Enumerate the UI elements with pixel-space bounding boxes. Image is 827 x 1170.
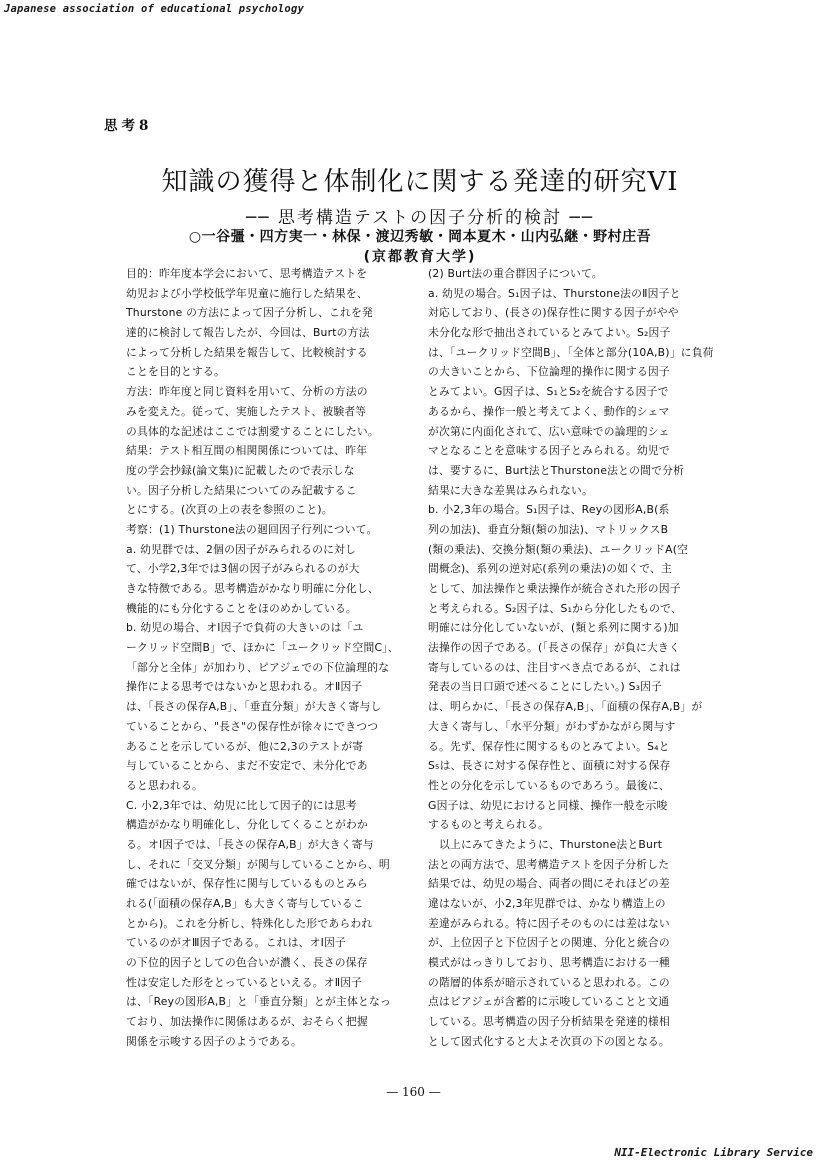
text-line: は、「長さの保存A,B」、「垂直分類」が大きく寄与し xyxy=(126,700,382,714)
text-line: a. 幼児群では、2個の因子がみられるのに対し xyxy=(126,542,357,556)
library-service-footer: NII-Electronic Library Service xyxy=(614,1146,813,1159)
text-line: の具体的な記述はここでは割愛することにしたい。 xyxy=(126,424,379,438)
text-line: 結果に大きな差異はみられない。 xyxy=(428,483,593,497)
text-line: 点はピアジェが含蓄的に示唆していることと文通 xyxy=(428,995,670,1009)
text-line: とにする。(次頁の上の表を参照のこと)。 xyxy=(126,503,333,517)
paper-subtitle: ── 思考構造テストの因子分析的検討 ── xyxy=(245,208,595,228)
text-line: が次第に内面化されて、広い意味での論理的シェ xyxy=(428,424,670,438)
source-header: Japanese association of educational psychology xyxy=(4,3,304,15)
text-line: 与していることから、まだ不安定で、未分化であ xyxy=(126,759,368,773)
text-line: 幼児および小学校低学年児童に施行した結果を、 xyxy=(126,286,368,300)
text-line: 方法：昨年度と同じ資料を用いて、分析の方法の xyxy=(126,385,368,399)
text-line: (類の乗法)、交換分類(類の乗法)、ユークリッドA(空 xyxy=(428,542,689,556)
text-line: 「部分と全体」が加わり、ピアジェでの下位論理的な xyxy=(126,660,390,674)
affiliation: (京都教育大学) xyxy=(363,249,477,265)
text-line: S₅は、長さに対する保存性と、面積に対する保存 xyxy=(428,759,671,773)
right-column xyxy=(428,264,724,1052)
text-line: 結果では、幼児の場合、両者の間にそれほどの差 xyxy=(428,877,670,891)
text-line: みを変えた。従って、実施したテスト、被験者等 xyxy=(126,404,367,418)
text-line: い。因子分析した結果についてのみ記載するこ xyxy=(126,483,357,497)
text-line: る。先ず、保存性に関するものとみてよい。S₄と xyxy=(428,739,670,753)
text-line: 確ではないが、保存性に関与しているものとみら xyxy=(126,877,368,891)
text-line: 機能的にも分化することをほのめかしている。 xyxy=(126,601,357,615)
text-line: 操作による思考ではないかと思われる。オⅡ因子 xyxy=(126,680,363,694)
text-line: 構造がかなり明確化し、分化してくることがわか xyxy=(126,818,368,832)
text-line: C. 小2,3年では、幼児に比して因子的には思考 xyxy=(126,798,357,812)
text-line: b. 小2,3年の場合。S₁因子は、Reyの図形A,B(系 xyxy=(428,503,670,517)
text-line: 差違がみられる。特に因子そのものには差はない xyxy=(428,916,670,930)
text-line: きな特徴である。思考構造がかなり明確に分化し、 xyxy=(126,582,379,595)
text-line: ており、加法操作に関係はあるが、おそらく把握 xyxy=(126,1015,368,1029)
text-line: 大きく寄与し、「水平分類」がわずかながら関与す xyxy=(428,719,676,733)
text-line: 法との両方法で、思考構造テストを因子分析した xyxy=(428,857,670,871)
text-line: 列の加法)、垂直分類(類の加法)、マトリックスB xyxy=(428,522,669,536)
text-line: の下位的因子としての色合いが濃く、長さの保存 xyxy=(126,956,368,970)
text-line: と考えられる。S₂因子は、S₁から分化したもので、 xyxy=(428,601,682,615)
left-column xyxy=(126,264,418,1052)
text-line: し、それに「交叉分類」が関与していることから、明 xyxy=(126,857,390,871)
text-line: によって分析した結果を報告して、比較検討する xyxy=(126,345,368,359)
text-line: 違はないが、小2,3年児群では、かなり構造上の xyxy=(428,897,666,910)
text-line: 考察：(1) Thurstone法の廻回因子行列について。 xyxy=(126,522,378,536)
text-line: ことを目的とする。 xyxy=(126,365,225,379)
text-line: る。オⅠ因子では、「長さの保存A,B」が大きく寄与 xyxy=(126,837,374,851)
text-line: とから)。これを分析し、特殊化した形であらわれ xyxy=(126,916,373,930)
text-line: の階層的体系が暗示されていると思われる。この xyxy=(428,975,670,989)
text-line: 性は安定した形をとっているといえる。オⅡ因子 xyxy=(126,975,363,989)
text-line: 関係を示唆する因子のようである。 xyxy=(126,1034,302,1048)
paper-title: 知識の獲得と体制化に関する発達的研究VI xyxy=(161,167,679,197)
text-line: a. 幼児の場合。S₁因子は、Thurstone法のⅡ因子と xyxy=(428,286,681,300)
text-line: 以上にみてきたように、Thurstone法とBurt xyxy=(428,837,663,851)
author-list: ○一谷彊・四方実一・林保・渡辺秀敏・岡本夏木・山内弘継・野村庄吾 xyxy=(188,229,652,245)
text-line: て、小学2,3年では3個の因子がみられるのが大 xyxy=(126,562,360,576)
text-line: とみてよい。G因子は、S₁とS₂を統合する因子で xyxy=(428,385,669,399)
text-line: が、上位因子と下位因子との関連、分化と統合の xyxy=(428,936,670,950)
text-line: として図式化すると大よそ次頁の下の図となる。 xyxy=(428,1034,670,1048)
text-line: ているのがオⅢ因子である。これは、オⅠ因子 xyxy=(126,936,346,950)
text-line: あるから、操作一般と考えてよく、動作的シェマ xyxy=(428,404,670,418)
text-line: 目的：昨年度本学会において、思考構造テストを xyxy=(126,267,368,280)
text-line: ると思われる。 xyxy=(126,778,203,792)
text-line: 間概念)、系列の逆対応(系列の乗法)の如くで、主 xyxy=(428,562,672,576)
text-line: 明確には分化していないが、(類と系列に関する)加 xyxy=(428,621,679,635)
text-line: G因子は、幼児におけると同様、操作一般を示唆 xyxy=(428,798,668,812)
text-line: b. 幼児の場合、オⅠ因子で負荷の大きいのは「ユ xyxy=(126,621,364,635)
text-line: 模式がはっきりしており、思考構造における一種 xyxy=(428,956,670,970)
text-line: は、「ユークリッド空間B」、「全体と部分(10A,B)」に負荷 xyxy=(428,345,714,359)
text-line: ークリッド空間B」で、ほかに「ユークリッド空間C」、 xyxy=(126,641,399,655)
text-line: 法操作の因子である。(「長さの保存」が負に大きく xyxy=(428,641,680,655)
text-line: として、加法操作と乗法操作が統合された形の因子 xyxy=(428,582,681,595)
text-line: 度の学会抄録(論文集)に記載したので表示しな xyxy=(126,463,355,477)
text-line: マとなることを意味する因子とみられる。幼児で xyxy=(428,444,670,458)
text-line: 対応しており、(長さの)保存性に関する因子がやや xyxy=(428,306,679,320)
text-line: するものと考えられる。 xyxy=(428,818,549,832)
text-line: は、「Reyの図形A,B」と「垂直分類」とが主体となっ xyxy=(126,995,392,1009)
text-line: は、要するに、Burt法とThurstone法との間で分析 xyxy=(428,463,685,477)
text-line: 性との分化を示しているものであろう。最後に、 xyxy=(428,778,670,792)
text-line: 寄与しているのは、注目すべき点であるが、これは xyxy=(428,660,681,674)
text-line: 未分化な形で抽出されているとみてよい。S₂因子 xyxy=(428,326,671,340)
section-label: 思考8 xyxy=(104,118,153,134)
text-line: している。思考構造の因子分析結果を発達的様相 xyxy=(428,1015,670,1029)
text-line: Thurstone の方法によって因子分析し、これを発 xyxy=(126,306,374,320)
text-line: ていることから、"長さ"の保存性が徐々にできつつ xyxy=(126,719,379,733)
text-line: の大きいことから、下位論理的操作に関する因子 xyxy=(428,365,670,379)
text-line: (2) Burt法の重合群因子について。 xyxy=(428,267,603,280)
page-number: — 160 — xyxy=(386,1085,441,1099)
text-line: 達的に検討して報告したが、今回は、Burtの方法 xyxy=(126,326,370,340)
text-line: あることを示しているが、他に2,3のテストが寄 xyxy=(126,739,364,753)
text-line: 発表の当日口頭で述べることにしたい。) S₃因子 xyxy=(428,680,663,694)
text-line: は、明らかに、「長さの保存A,B」、「面積の保存A,B」が xyxy=(428,700,703,714)
text-line: れる(「面積の保存A,B」も大きく寄与しているこ xyxy=(126,897,364,910)
text-line: 結果：テスト相互間の相関関係については、昨年 xyxy=(126,444,368,458)
